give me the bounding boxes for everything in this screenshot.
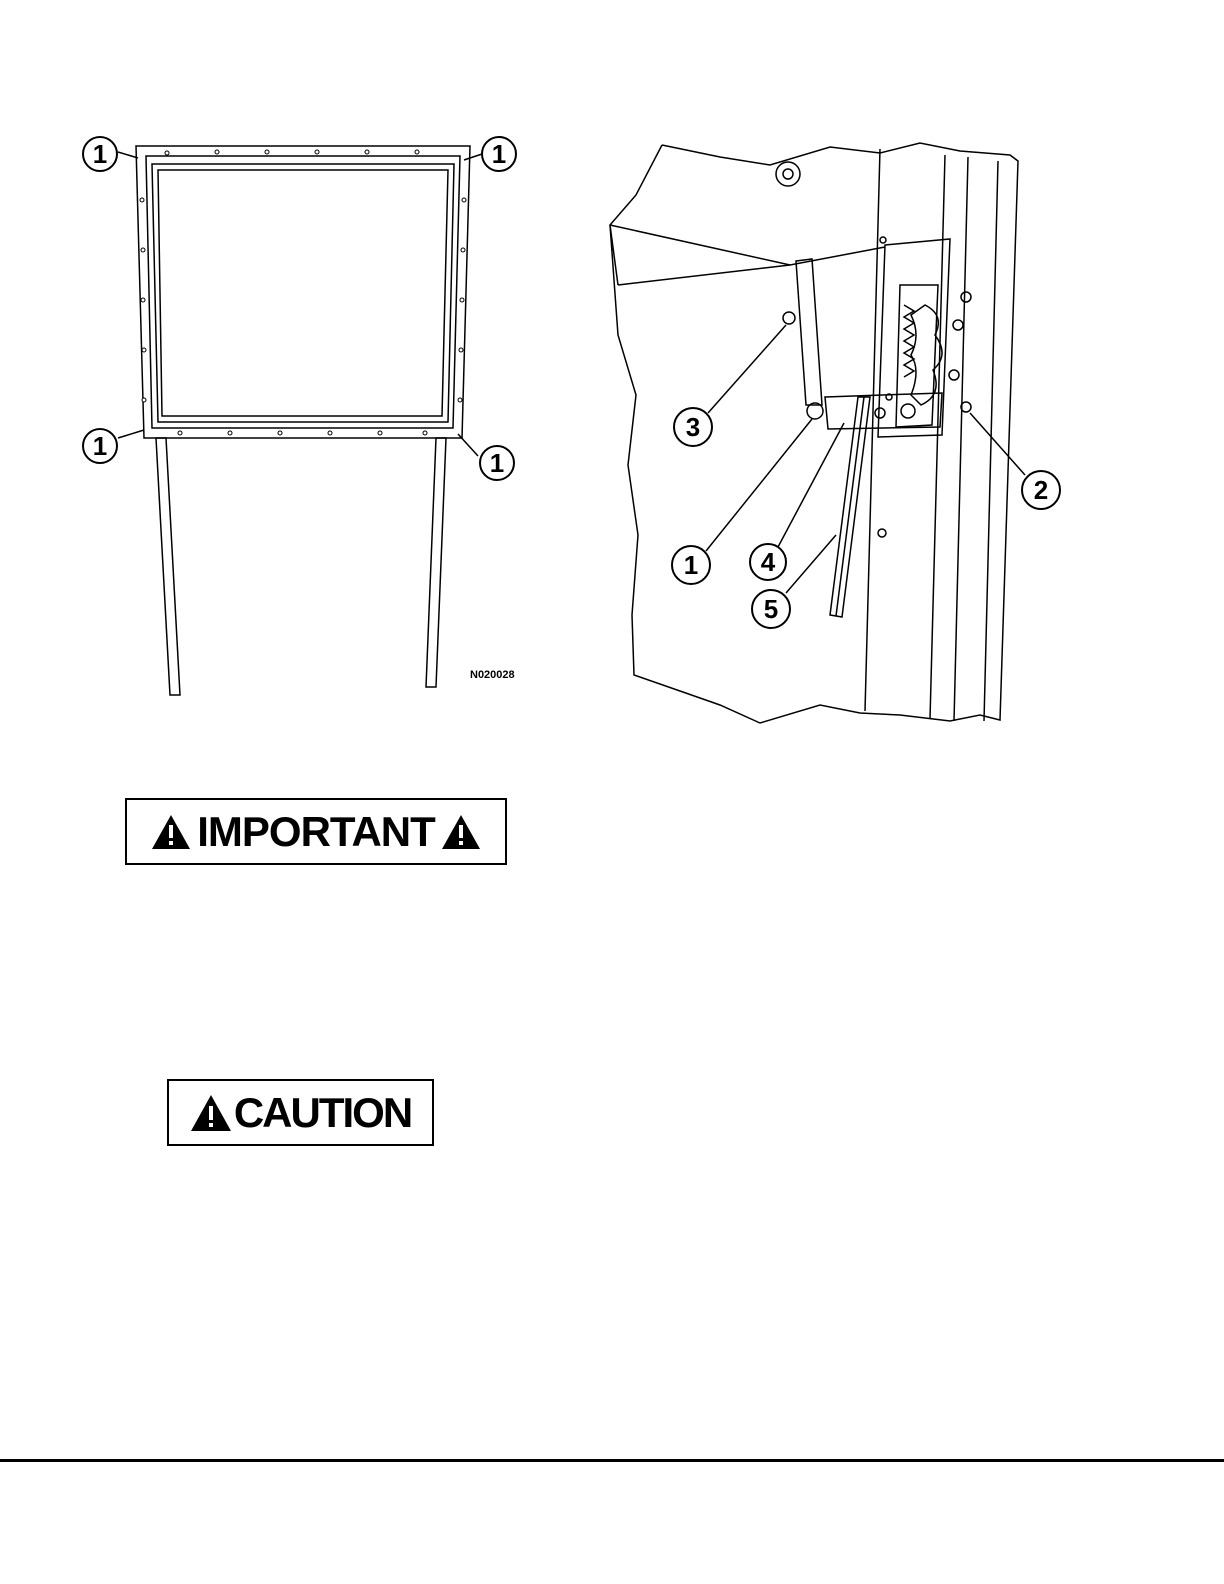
important-banner xyxy=(125,798,507,865)
frame-inner-2 xyxy=(152,164,454,422)
callout-left-3 xyxy=(83,429,117,463)
callout-right-4 xyxy=(750,544,786,580)
callout-right-2 xyxy=(1022,471,1060,509)
svg-text:1: 1 xyxy=(92,139,108,169)
callout-right-1 xyxy=(672,546,710,584)
window-frame-figure xyxy=(70,130,540,710)
svg-text:2: 2 xyxy=(1033,475,1049,505)
svg-text:4: 4 xyxy=(760,547,776,577)
svg-text:1: 1 xyxy=(491,139,507,169)
callout-left-4 xyxy=(480,446,514,480)
frame-outer xyxy=(136,146,470,438)
svg-text:5: 5 xyxy=(763,594,779,624)
svg-text:1: 1 xyxy=(683,550,699,580)
warning-triangle-icon xyxy=(151,814,191,850)
callout-left-1 xyxy=(83,137,117,171)
caution-banner xyxy=(167,1079,434,1146)
warning-triangle-icon xyxy=(190,1094,232,1132)
leg-right xyxy=(426,438,446,687)
svg-text:3: 3 xyxy=(685,412,701,442)
latch-detail-figure xyxy=(600,135,1080,735)
important-label: IMPORTANT xyxy=(197,807,435,855)
callout-right-5 xyxy=(752,590,790,628)
svg-text:1: 1 xyxy=(489,448,505,478)
callout-right-3 xyxy=(674,408,712,446)
callout-left-2 xyxy=(482,137,516,171)
leg-left xyxy=(156,438,180,695)
svg-text:1: 1 xyxy=(92,431,108,461)
caution-label: CAUTION xyxy=(233,1088,412,1136)
warning-triangle-icon xyxy=(441,814,481,850)
frame-inner-1 xyxy=(146,156,460,428)
figure-code: N020028 xyxy=(470,669,515,681)
glass-pane xyxy=(158,170,448,416)
footer-rule xyxy=(0,1459,1224,1462)
